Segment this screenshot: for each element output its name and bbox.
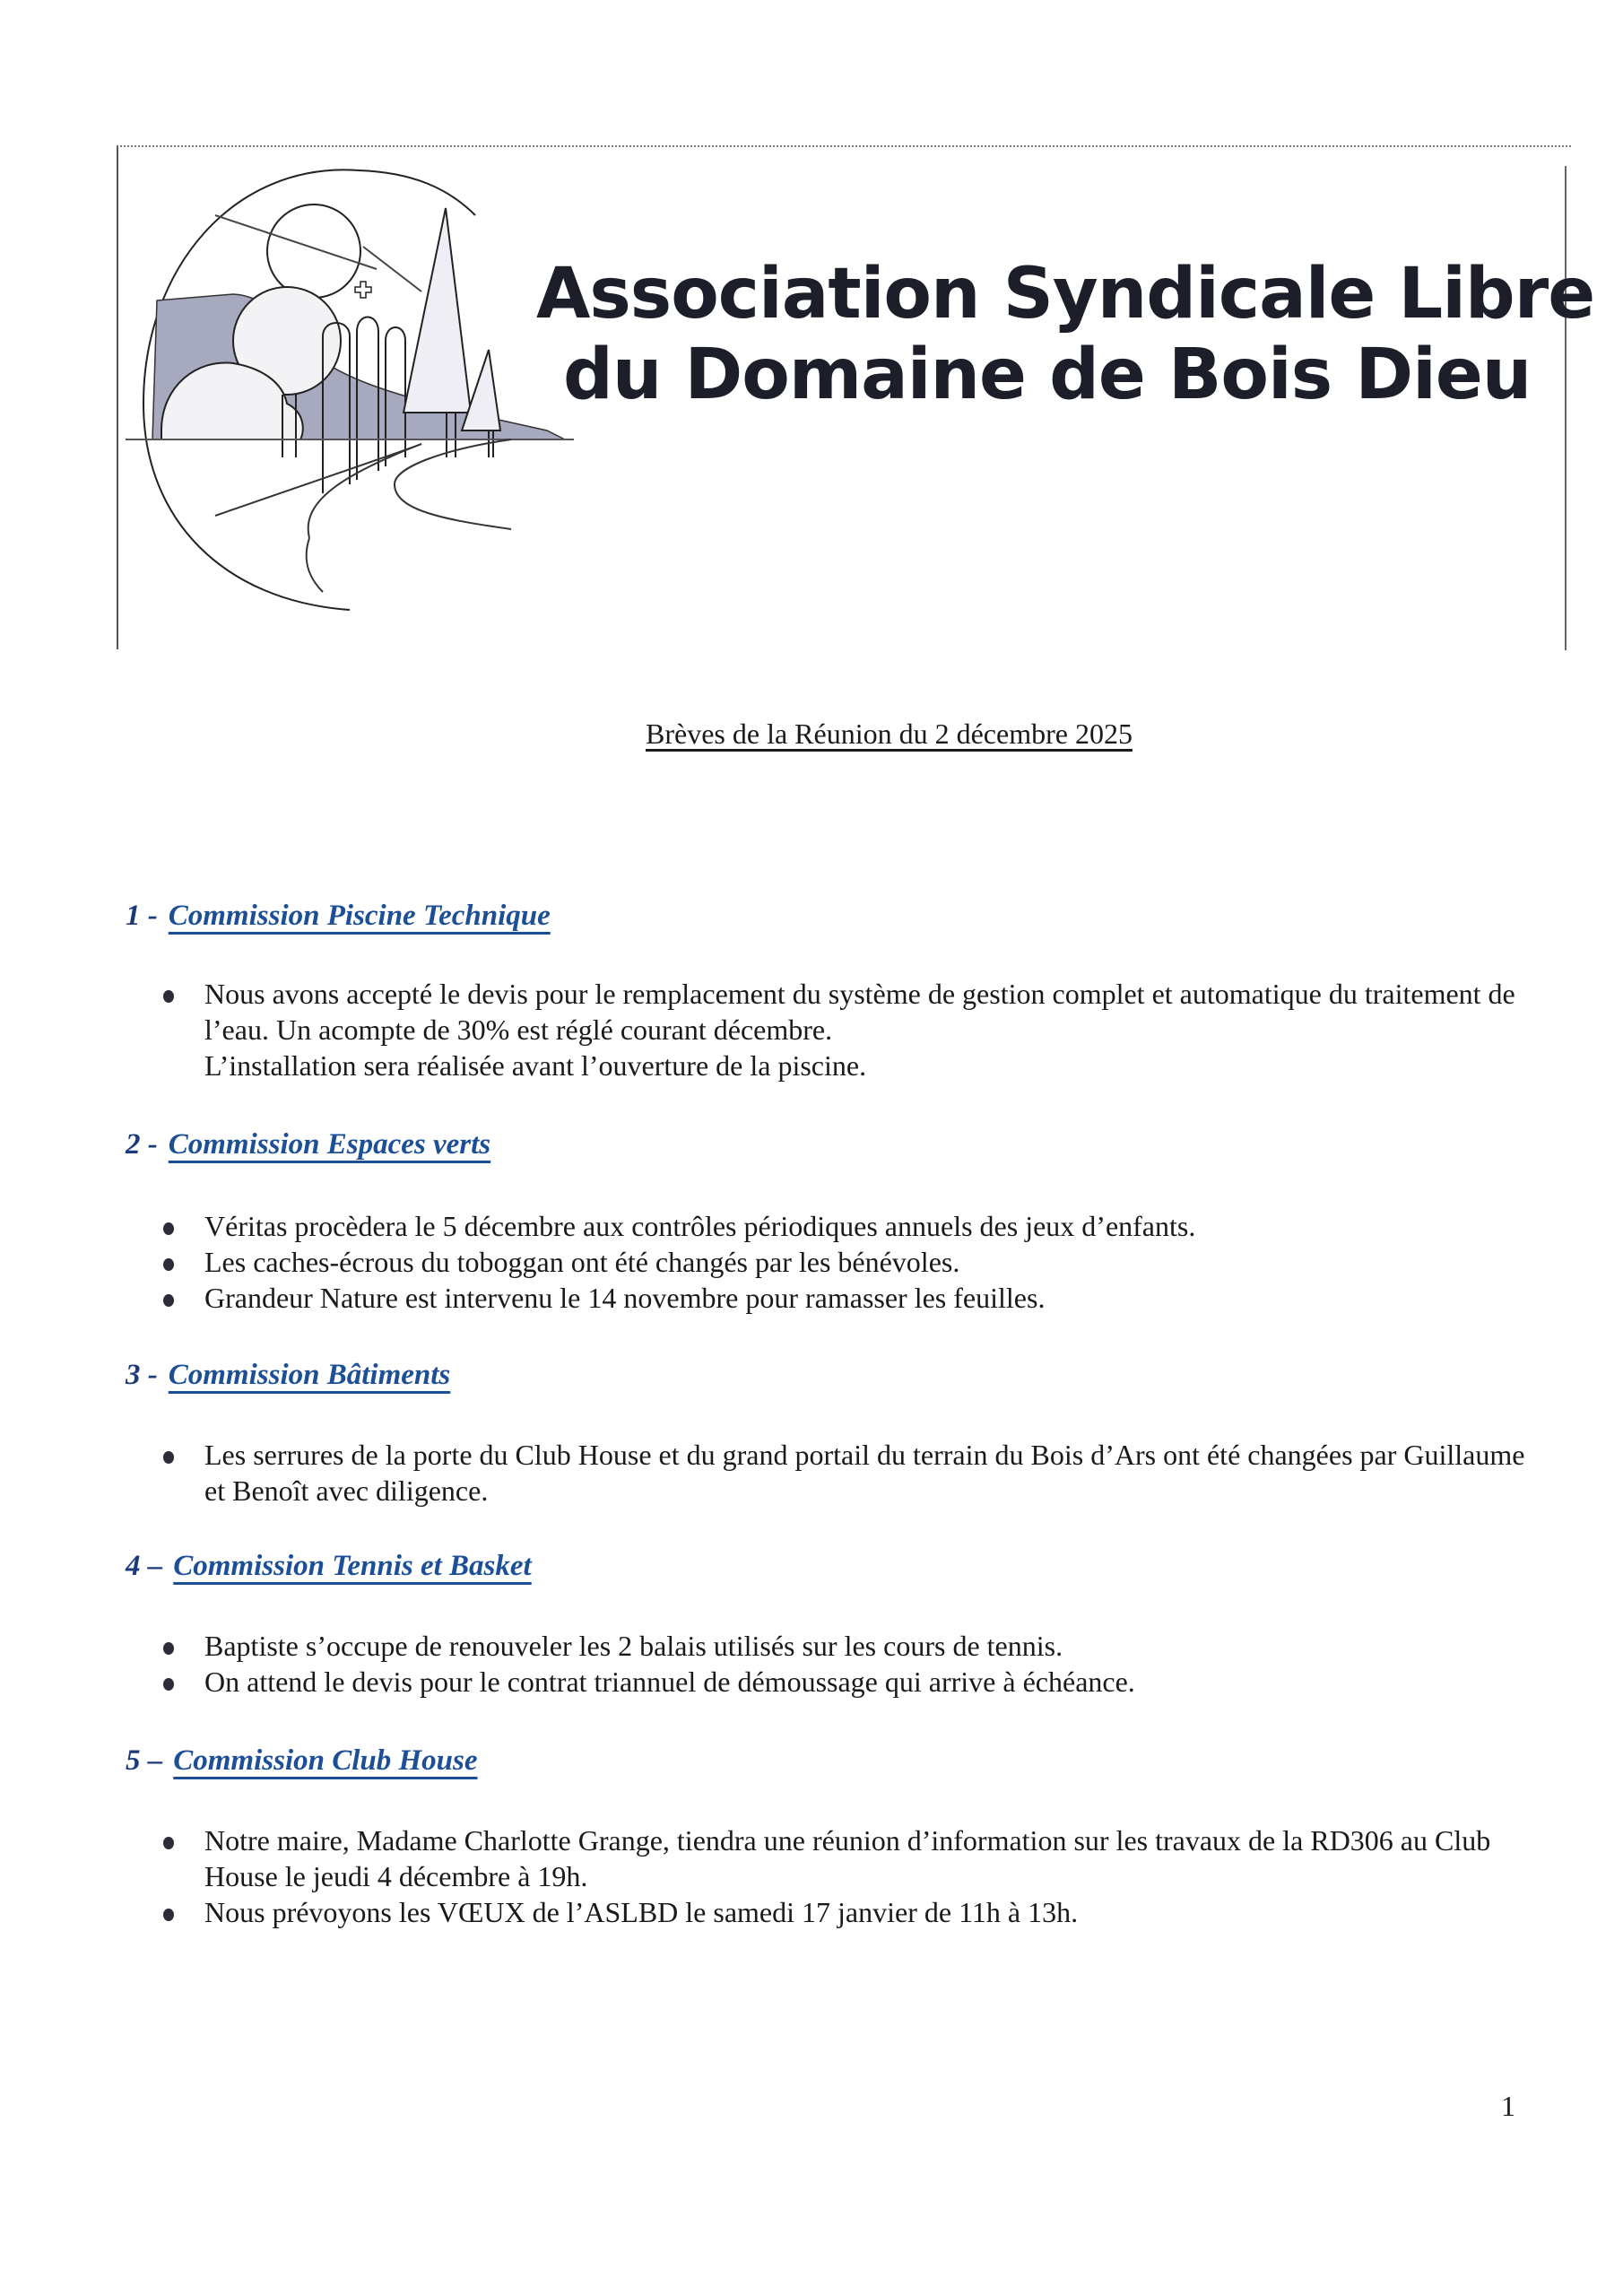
list-item: Nous avons accepté le devis pour le remplacement du système de gestion complet et automatique du traitement de l’eau. Un acompte de 30% est réglé courant décembre. L’installation sera réalisée avant l’ouverture de la piscine. <box>126 976 1542 1083</box>
section-title: Commission Tennis et Basket <box>173 1550 532 1582</box>
section-club-house <box>126 1744 1542 1930</box>
meeting-title: Brèves de la Réunion du 2 décembre 2025 <box>646 718 1133 750</box>
section-number: 5 – <box>126 1744 163 1777</box>
organization-name <box>536 254 1594 415</box>
list-item: Véritas procèdera le 5 décembre aux contrôles périodiques annuels des jeux d’enfants. <box>126 1208 1542 1244</box>
list-item: Les serrures de la porte du Club House et du grand portail du terrain du Bois d’Ars ont été changées par Guillaume et Benoît avec diligence. <box>126 1437 1542 1509</box>
bullet-list <box>126 1437 1542 1509</box>
bullet-list <box>126 976 1542 1083</box>
section-title: Commission Bâtiments <box>168 1359 451 1391</box>
section-espaces-verts <box>126 1128 1542 1316</box>
bullet-list <box>126 1822 1542 1930</box>
list-item: Les caches-écrous du toboggan ont été changés par les bénévoles. <box>126 1244 1542 1280</box>
section-batiments <box>126 1359 1542 1509</box>
section-number: 2 - <box>126 1128 158 1161</box>
list-item: Nous prévoyons les VŒUX de l’ASLBD le samedi 17 janvier de 11h à 13h. <box>126 1894 1542 1930</box>
organization-name-line1: Association Syndicale Libre <box>536 254 1595 335</box>
section-number: 3 - <box>126 1359 158 1391</box>
list-item: Grandeur Nature est intervenu le 14 novembre pour ramasser les feuilles. <box>126 1280 1542 1316</box>
section-heading <box>126 1359 1542 1392</box>
list-item: Notre maire, Madame Charlotte Grange, tiendra une réunion d’information sur les travaux de la RD306 au Club House le jeudi 4 décembre à 19h. <box>126 1822 1542 1894</box>
organization-name-line2: du Domaine de Bois Dieu <box>563 335 1532 415</box>
section-heading <box>126 900 1542 933</box>
page-number: 1 <box>1501 2090 1515 2122</box>
landscape-logo-icon <box>126 144 592 628</box>
list-item: On attend le devis pour le contrat triannuel de démoussage qui arrive à échéance. <box>126 1664 1542 1700</box>
bullet-list <box>126 1628 1542 1700</box>
bullet-list <box>126 1208 1542 1316</box>
section-tennis-basket <box>126 1550 1542 1700</box>
section-number: 4 – <box>126 1550 163 1582</box>
section-heading <box>126 1744 1542 1778</box>
section-piscine-technique <box>126 900 1542 1083</box>
section-title: Commission Piscine Technique <box>168 900 551 932</box>
section-title: Commission Espaces verts <box>168 1128 491 1161</box>
section-heading <box>126 1550 1542 1583</box>
section-title: Commission Club House <box>173 1744 478 1777</box>
section-number: 1 - <box>126 900 158 932</box>
section-heading <box>126 1128 1542 1161</box>
list-item: Baptiste s’occupe de renouveler les 2 balais utilisés sur les cours de tennis. <box>126 1628 1542 1664</box>
